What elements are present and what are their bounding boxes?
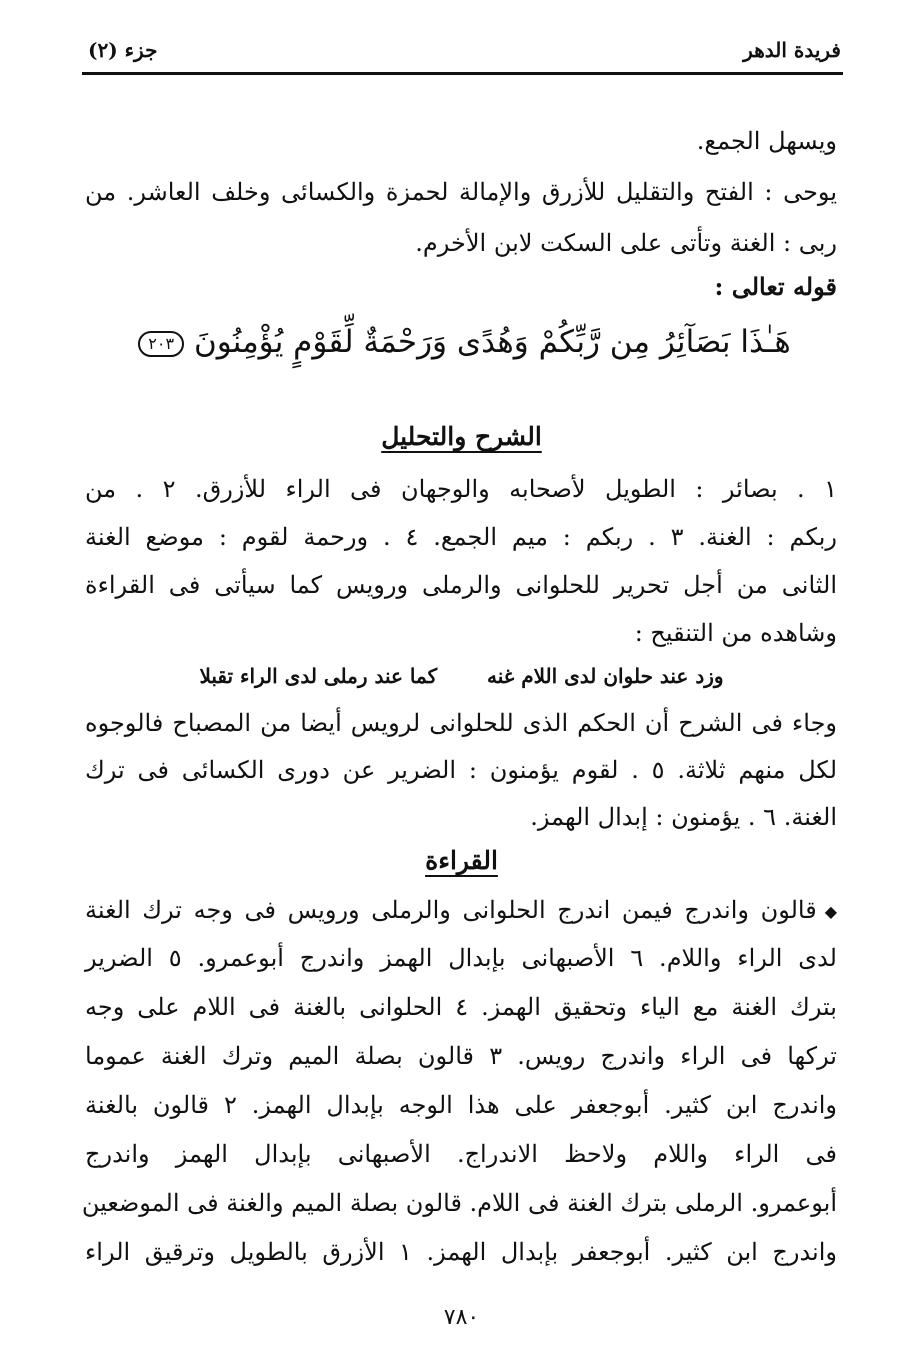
ayah-number-marker: ٢٠٣ <box>138 331 184 357</box>
header-rule <box>82 72 843 75</box>
verse-text: هَـٰذَا بَصَآئِرُ مِن رَّبِّكُمْ وَهُدًى وَرَحْمَةٌ لِّقَوْمٍ يُؤْمِنُونَ <box>193 324 791 360</box>
page-number: ٧٨٠ <box>443 1305 480 1330</box>
sharh-line: ربكم : الغنة. ٣ . ربكم : ميم الجمع. ٤ . ورحمة لقوم : موضع الغنة <box>85 523 838 551</box>
sharh-line: ١ . بصائر : الطويل لأصحابه والوجهان فى الراء للأزرق. ٢ . من <box>85 475 838 503</box>
diamond-bullet-icon: ◆ <box>824 901 841 921</box>
poem-hemistich-2: كما عند رملى لدى الراء تقبلا <box>199 664 438 688</box>
quran-verse <box>86 322 837 362</box>
poem-hemistich-1: وزد عند حلوان لدى اللام غنه <box>487 664 724 688</box>
qiraa-line: فى الراء واللام ولاحظ الاندراج. الأصبهانى بإبدال الهمز واندرج <box>85 1140 837 1168</box>
intro-line: يوحى : الفتح والتقليل للأزرق والإمالة لحمزة والكسائى وخلف العاشر. من <box>85 178 838 206</box>
sharh-line: وشاهده من التنقيح : <box>634 619 837 647</box>
qiraa-line: تركها فى الراء واندرج رويس. ٣ قالون بصلة الميم وترك الغنة عموما <box>85 1042 837 1070</box>
intro-line: ويسهل الجمع. <box>696 127 837 155</box>
sharh-line: الغنة. ٦ . يؤمنون : إبدال الهمز. <box>530 803 837 831</box>
qiraa-line-first: ◆قالون واندرج فيمن اندرج الحلوانى والرملى ورويس فى وجه ترك الغنة <box>85 896 841 924</box>
section-title-qiraa: القراءة <box>425 846 498 875</box>
running-header-title: فريدة الدهر <box>743 38 841 62</box>
qiraa-line: واندرج ابن كثير. أبوجعفر بإبدال الهمز. ١ الأزرق بالطويل وترقيق الراء <box>85 1238 837 1266</box>
section-title-sharh: الشرح والتحليل <box>381 422 542 451</box>
sharh-line: الثانى من أجل تحرير للحلوانى والرملى ورويس كما سيأتى فى القراءة <box>85 571 837 599</box>
sharh-line: وجاء فى الشرح أن الحكم الذى للحلوانى لرويس أيضا من المصباح فالوجوه <box>85 709 837 737</box>
intro-line: ربى : الغنة وتأتى على السكت لابن الأخرم. <box>415 229 837 257</box>
intro-line: قوله تعالى : <box>714 272 837 301</box>
poem-verse <box>86 664 837 688</box>
qiraa-line: أبوعمرو. الرملى بترك الغنة فى اللام. قالون بصلة الميم والغنة فى الموضعين <box>81 1189 837 1217</box>
running-header-part: جزء (٢) <box>88 38 158 62</box>
qiraa-line: بترك الغنة مع الياء وتحقيق الهمز. ٤ الحلوانى بالغنة فى اللام على وجه <box>85 993 837 1021</box>
qiraa-line: واندرج ابن كثير. أبوجعفر على هذا الوجه بإبدال الهمز. ٢ قالون بالغنة <box>85 1091 838 1119</box>
qiraa-line: لدى الراء واللام. ٦ الأصبهانى بإبدال الهمز واندرج أبوعمرو. ٥ الضرير <box>85 944 837 972</box>
sharh-line: لكل منهم ثلاثة. ٥ . لقوم يؤمنون : الضرير عن دورى الكسائى فى ترك <box>85 756 837 784</box>
